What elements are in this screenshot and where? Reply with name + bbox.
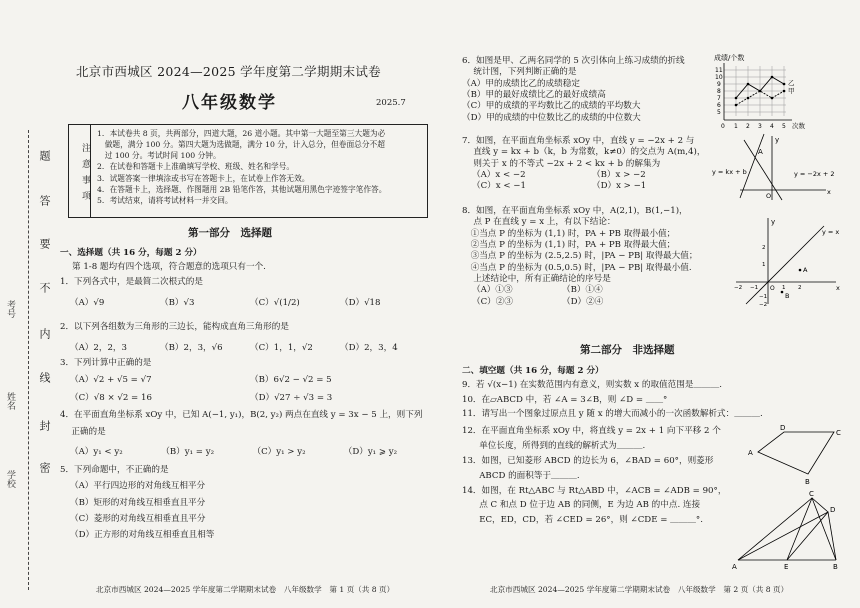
option-a[interactable]: （A）y₁ < y₂: [70, 446, 123, 457]
notice-line: 3．试题答案一律填涂或书写在答题卡上，在试卷上作答无效。: [97, 173, 310, 183]
seal-line: [28, 130, 29, 590]
name-label: 姓名: [5, 392, 15, 410]
q13-rhombus: [744, 424, 844, 486]
svg-text:−1: −1: [759, 294, 768, 300]
notice-line: 做题，满分 100 分。第四大题为选做题，满分 10 分，计入总分，但卷面总分不超: [97, 140, 385, 150]
question-stem-cont: 点 C 和点 D 位于边 AB 的同侧，E 为边 AB 的中点. 连接: [462, 500, 701, 511]
svg-text:y: y: [771, 218, 776, 226]
statement-3: ③当点 P 的坐标为 (2.5,2.5) 时，|PA − PB| 取得最大值；: [462, 251, 698, 262]
question-stem: 2．以下列各组数为三角形的三边长，能构成直角三角形的是: [60, 322, 289, 332]
notice-box: [68, 124, 428, 218]
question-stem: 14．如图，在 Rt△ABC 与 Rt△ABD 中，∠ACB = ∠ADB = 90°，: [462, 486, 727, 496]
svg-text:x: x: [827, 188, 831, 196]
exam-number-label: 考号: [5, 300, 15, 318]
option-a[interactable]: （A）甲的成绩比乙的成绩稳定: [462, 78, 580, 89]
option-a[interactable]: （A）①③: [472, 285, 513, 296]
option-a[interactable]: （A）2，2，3: [70, 343, 127, 354]
option-d[interactable]: （D）x > −1: [592, 181, 647, 192]
notice-line: 5．考试结束，请将考试材料一并交回。: [97, 195, 233, 205]
school-label: 学校: [5, 470, 15, 488]
option-b[interactable]: （B）y₁ = y₂: [161, 446, 215, 457]
svg-text:y = −2x + 2: y = −2x + 2: [794, 170, 835, 178]
option-d[interactable]: （D）正方形的对角线互相垂直且相等: [70, 530, 215, 541]
svg-text:−2: −2: [759, 302, 768, 308]
point-a: [799, 269, 802, 272]
x-ticks: [721, 123, 786, 130]
question-6: [462, 56, 702, 124]
legend-jia: 甲: [788, 87, 795, 95]
section-one: [60, 248, 430, 274]
question-options: [70, 375, 430, 386]
option-a[interactable]: （A）平行四边形的对角线互相平分: [70, 481, 206, 492]
seal-char: 密: [38, 462, 51, 473]
option-c[interactable]: （C）菱形的对角线互相垂直且平分: [70, 513, 206, 524]
question-options: [70, 447, 435, 458]
question-options: [472, 285, 652, 296]
question-2: [60, 322, 430, 355]
question-3: [60, 358, 430, 404]
seal-char: 不: [38, 282, 51, 293]
svg-text:D: D: [830, 506, 836, 514]
question-stem: 4．在平面直角坐标系 xOy 中，已知 A(−1, y₁)，B(2, y₂) 两点在直线 y = 3x − 5 上，则下列: [60, 410, 423, 420]
svg-text:D: D: [780, 424, 786, 432]
question-stem: 1．下列各式中，是最简二次根式的是: [60, 277, 203, 287]
svg-text:1: 1: [762, 262, 766, 268]
svg-text:y = x: y = x: [822, 228, 840, 236]
svg-text:C: C: [836, 429, 841, 437]
svg-text:O: O: [770, 285, 775, 292]
page-footer: 北京市西城区 2024—2025 学年度第二学期期末试卷 八年级数学 第 1 页（共 8 页）: [96, 585, 395, 594]
question-stem: 8．如图，在平面直角坐标系 xOy 中，A(2,1)，B(1,−1)，: [462, 206, 688, 216]
option-b[interactable]: （B）甲的最好成绩比乙的最好成绩高: [462, 90, 606, 101]
seal-char: 内: [38, 328, 51, 339]
svg-text:1: 1: [782, 285, 786, 291]
binding-margin: [0, 0, 52, 608]
svg-text:5: 5: [782, 123, 786, 130]
section-note: 第 1-8 题均有四个选项，符合题意的选项只有一个.: [72, 262, 266, 273]
line-neg2x-plus-2: [744, 140, 782, 200]
option-c[interactable]: （C）x < −1: [472, 181, 526, 192]
question-stem-cont: 点 P 在直线 y = x 上，有以下结论：: [462, 217, 616, 228]
svg-text:O: O: [766, 192, 772, 200]
q8-graph: [732, 212, 844, 308]
option-c[interactable]: （C）1，1，√2: [250, 343, 313, 354]
option-a[interactable]: （A）√9: [70, 298, 105, 309]
q7-graph: [712, 132, 848, 204]
svg-text:1: 1: [734, 123, 738, 130]
notice-label: 注意事项: [69, 125, 91, 217]
option-d[interactable]: （D）甲的成绩的中位数比乙的成绩的中位数大: [462, 112, 641, 123]
svg-text:6: 6: [717, 102, 721, 109]
seal-char: 要: [38, 238, 51, 249]
question-stem-cont: ABCD 的面积等于＿＿＿.: [462, 471, 580, 482]
notice-line: 4．在答题卡上，选择题、作图题用 2B 铅笔作答，其他试题用黑色字迹签字笔作答。: [97, 184, 387, 194]
q6-line-chart: [710, 52, 820, 132]
question-stem: 3．下列计算中正确的是: [60, 358, 152, 368]
question-stem: 12．在平面直角坐标系 xOy 中，将直线 y = 2x + 1 向下平移 2 个: [462, 426, 721, 436]
question-stem: 13．如图，已知菱形 ABCD 的边长为 6，∠BAD = 60°，则菱形: [462, 456, 714, 466]
part-two-heading: 第二部分 非选择题: [580, 344, 675, 356]
svg-text:2: 2: [746, 123, 750, 130]
svg-text:C: C: [809, 490, 814, 498]
svg-text:y: y: [775, 136, 780, 144]
svg-text:−1: −1: [750, 285, 759, 291]
section-two: [462, 366, 846, 420]
option-d[interactable]: （D）②④: [562, 296, 604, 307]
exam-title: 北京市西城区 2024—2025 学年度第二学期期末试卷: [76, 64, 381, 79]
notice-items: [97, 128, 423, 206]
svg-text:2: 2: [798, 285, 802, 291]
option-d[interactable]: （D）2，3，4: [340, 343, 398, 354]
option-d[interactable]: （D）√27 ÷ √3 = 3: [250, 392, 333, 403]
part-one-heading: 第一部分 选择题: [188, 227, 272, 239]
question-14: [462, 486, 732, 526]
section-heading: 一、选择题（共 16 分，每题 2 分）: [60, 248, 202, 258]
svg-text:A: A: [732, 563, 737, 571]
svg-text:B: B: [805, 478, 810, 486]
y-axis-label: 成绩/个数: [714, 54, 745, 62]
question-5: [60, 462, 430, 544]
option-c[interactable]: （C）②③: [472, 296, 513, 307]
svg-text:−2: −2: [734, 285, 743, 291]
rhombus-shape: [758, 432, 834, 474]
svg-text:0: 0: [721, 123, 725, 130]
svg-text:2: 2: [762, 245, 766, 251]
option-b[interactable]: （B）①④: [562, 285, 603, 296]
question-options: [472, 297, 652, 308]
page-footer: 北京市西城区 2024—2025 学年度第二学期期末试卷 八年级数学 第 2 页（共 8 页）: [490, 585, 789, 594]
question-1: [60, 277, 430, 310]
point-b-label: B: [785, 292, 790, 300]
svg-text:x: x: [836, 284, 840, 292]
page-1: [56, 0, 436, 608]
option-b[interactable]: （B）6√2 − √2 = 5: [250, 375, 332, 386]
seal-char: 封: [38, 420, 51, 431]
notice-line: 过 100 分。考试时间 100 分钟。: [97, 151, 221, 161]
point-a-label: A: [758, 148, 763, 156]
svg-text:7: 7: [717, 95, 721, 102]
statement-4: ④当点 P 的坐标为 (0.5,0.5) 时，|PA − PB| 取得最小值.: [462, 262, 692, 273]
question-stem-cont: 正确的是: [60, 427, 106, 438]
option-b[interactable]: （B）√3: [160, 298, 195, 309]
x-axis-label: 次数: [792, 122, 805, 130]
triangle-abc: [738, 498, 836, 560]
svg-text:4: 4: [770, 123, 774, 130]
exam-subject: 八年级数学: [182, 93, 277, 113]
question-options: [472, 170, 712, 181]
question-stem-cont: 上述结论中，所有正确结论的序号是: [462, 274, 611, 285]
option-c[interactable]: （C）甲的成绩的平均数比乙的成绩的平均数大: [462, 101, 641, 112]
exam-date: 2025.7: [376, 98, 406, 108]
question-stem: 5．下列命题中，不正确的是: [60, 465, 169, 475]
option-a[interactable]: （A）x < −2: [472, 170, 526, 181]
option-c[interactable]: （C）√(1/2): [250, 298, 300, 309]
question-13: [462, 456, 732, 483]
statement-2: ②当点 P 的坐标为 (1,1) 时，PA + PB 取得最大值；: [462, 240, 676, 251]
question-11: 11．请写出一个图象过原点且 y 随 x 的增大而减小的一次函数解析式：＿＿＿.: [462, 409, 763, 420]
page-2: [462, 0, 850, 608]
svg-text:8: 8: [717, 88, 721, 95]
triangle-ecd: [787, 498, 828, 560]
svg-text:5: 5: [717, 109, 721, 116]
option-d[interactable]: （D）y₁ ⩾ y₂: [343, 446, 398, 457]
notice-line: 2．在试卷和答题卡上准确填写学校、班级、姓名和学号。: [97, 162, 295, 172]
q14-figure: [732, 486, 848, 572]
question-12: [462, 426, 732, 453]
question-stem-cont: 直线 y = kx + b（k，b 为常数，k≠0）的交点为 A(m,4)，: [462, 147, 706, 158]
question-7: [462, 136, 712, 193]
question-stem-cont: 单位长度，所得到的直线的解析式为＿＿＿.: [462, 441, 646, 452]
svg-text:3: 3: [758, 123, 762, 130]
question-4: [60, 410, 435, 458]
statement-1: ①当点 P 的坐标为 (1,1) 时，PA + PB 取得最小值；: [462, 228, 676, 239]
svg-text:9: 9: [717, 81, 721, 88]
point-b: [781, 291, 784, 294]
y-ticks: [715, 67, 723, 116]
question-options: [70, 343, 430, 354]
svg-text:11: 11: [715, 67, 723, 74]
option-b[interactable]: （B）x > −2: [592, 170, 646, 181]
question-options: [70, 393, 430, 404]
question-stem: 7．如图，在平面直角坐标系 xOy 中，直线 y = −2x + 2 与: [462, 136, 695, 146]
svg-text:E: E: [784, 563, 789, 571]
point-a-label: A: [803, 266, 808, 274]
option-a[interactable]: （A）√2 + √5 = √7: [70, 375, 152, 386]
notice-line: 1．本试卷共 8 页，共两部分，四道大题，26 道小题。其中第一大题至第三大题为必: [97, 129, 386, 138]
svg-text:A: A: [748, 449, 753, 457]
svg-text:10: 10: [715, 74, 723, 81]
question-8: [462, 206, 722, 308]
svg-text:y = kx + b: y = kx + b: [712, 168, 747, 176]
seal-char: 题: [38, 150, 51, 161]
legend-yi: 乙: [788, 79, 795, 87]
question-9: 9．若 √(x−1) 在实数范围内有意义，则实数 x 的取值范围是＿＿＿.: [462, 380, 722, 391]
question-options: [70, 298, 430, 309]
option-d[interactable]: （D）√18: [340, 298, 381, 309]
option-c[interactable]: （C）√8 × √2 = 16: [70, 392, 152, 403]
question-options: [472, 181, 712, 192]
seal-char: 答: [38, 195, 51, 206]
option-b[interactable]: （B）2，3，√6: [160, 343, 223, 354]
option-b[interactable]: （B）矩形的对角线互相垂直且平分: [70, 497, 206, 508]
svg-text:B: B: [833, 563, 838, 571]
seal-char: 线: [38, 372, 51, 383]
question-stem-cont: 统计图，下列判断正确的是: [462, 67, 577, 78]
chart-grid: [724, 66, 786, 116]
option-c[interactable]: （C）y₁ > y₂: [252, 446, 306, 457]
question-stem-cont: 则关于 x 的不等式 −2x + 2 < kx + b 的解集为: [462, 158, 661, 169]
question-stem: 6．如图是甲、乙两名同学的 5 次引体向上练习成绩的折线: [462, 56, 685, 66]
question-stem-cont: EC，ED，CD，若 ∠CED = 26°，则 ∠CDE = ＿＿＿°.: [462, 514, 703, 525]
section-heading: 二、填空题（共 16 分，每题 2 分）: [462, 366, 604, 376]
question-10: 10．在▱ABCD 中，若 ∠A = 3∠B，则 ∠D = ＿＿°: [462, 394, 668, 405]
